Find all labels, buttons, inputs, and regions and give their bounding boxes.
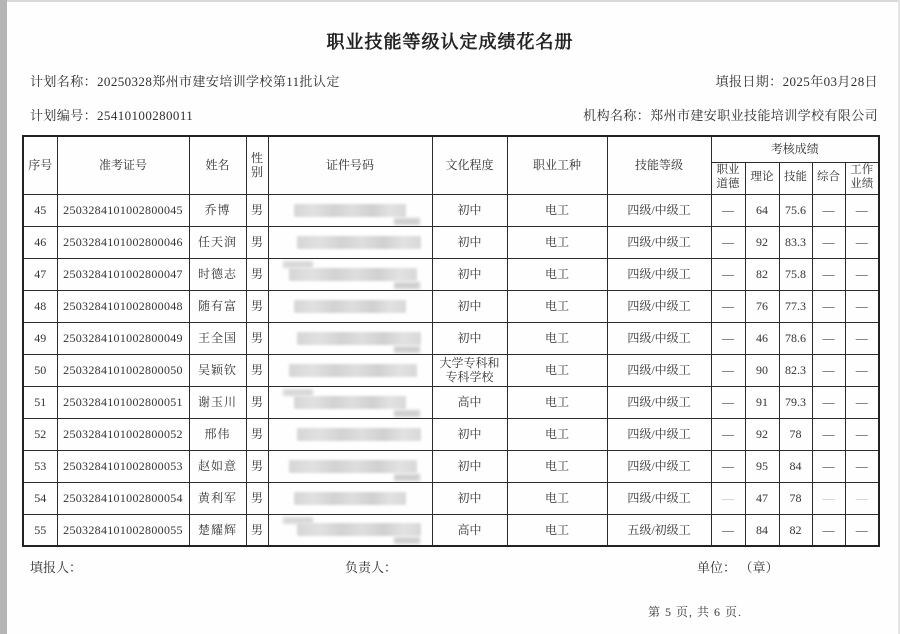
- score-cell: —: [711, 354, 745, 386]
- name-cell: 邢伟: [189, 418, 246, 450]
- score-cell: —: [812, 354, 845, 386]
- seq-cell: 50: [23, 354, 57, 386]
- education-cell: 初中: [432, 450, 507, 482]
- plan-name-label: 计划名称：: [30, 74, 98, 89]
- exam-no-cell: 2503284101002800047: [57, 258, 189, 290]
- id-cell: [268, 258, 432, 290]
- id-cell: [268, 194, 432, 226]
- seq-cell: 51: [23, 386, 57, 418]
- score-cell: —: [812, 450, 845, 482]
- score-cell: —: [845, 418, 879, 450]
- exam-no-cell: 2503284101002800055: [57, 514, 189, 546]
- name-cell: 王全国: [189, 322, 246, 354]
- redacted-id-number: [289, 460, 417, 473]
- col-subheader-3: 综合: [812, 162, 845, 194]
- id-cell: [268, 386, 432, 418]
- score-cell: 78: [779, 482, 812, 514]
- gender-cell: 男: [246, 258, 268, 290]
- org-name: [583, 105, 878, 124]
- col-header-seq: 序号: [23, 136, 57, 194]
- filler-label: 填报人：: [30, 560, 83, 575]
- name-cell: 谢玉川: [189, 386, 246, 418]
- gender-cell: 男: [246, 322, 268, 354]
- col-header-id-no: 证件号码: [268, 136, 432, 194]
- exam-no-cell: 2503284101002800051: [57, 386, 189, 418]
- seq-cell: 52: [23, 418, 57, 450]
- score-cell: 91: [745, 386, 779, 418]
- redacted-id-number: [294, 492, 406, 505]
- name-cell: 楚耀辉: [189, 514, 246, 546]
- level-cell: 四级/中级工: [607, 354, 711, 386]
- table-row: [23, 418, 879, 450]
- occupation-cell: 电工: [507, 354, 607, 386]
- score-cell: 90: [745, 354, 779, 386]
- gender-cell: 男: [246, 354, 268, 386]
- score-cell: 83.3: [779, 226, 812, 258]
- level-cell: 五级/初级工: [607, 514, 711, 546]
- level-cell: 四级/中级工: [607, 258, 711, 290]
- unit-label-text: 单位：: [697, 560, 737, 575]
- report-date: [716, 71, 878, 90]
- level-cell: 四级/中级工: [607, 418, 711, 450]
- seq-cell: 55: [23, 514, 57, 546]
- report-date-label: 填报日期：: [715, 74, 783, 89]
- redacted-id-number: [294, 204, 406, 217]
- id-cell: [268, 514, 432, 546]
- id-cell: [268, 450, 432, 482]
- name-cell: 吴颖钦: [189, 354, 246, 386]
- seq-cell: 49: [23, 322, 57, 354]
- plan-no: [30, 105, 193, 124]
- gender-cell: 男: [246, 450, 268, 482]
- redacted-id-number: [294, 396, 406, 409]
- col-header-assessment: 考核成绩: [711, 136, 879, 162]
- education-cell: 大学专科和专科学校: [432, 354, 507, 386]
- redacted-id-number: [297, 236, 421, 249]
- score-cell: —: [711, 418, 745, 450]
- exam-no-cell: 2503284101002800048: [57, 290, 189, 322]
- col-header-occupation: 职业工种: [507, 136, 607, 194]
- education-cell: 初中: [432, 226, 507, 258]
- name-cell: 黄利军: [189, 482, 246, 514]
- level-cell: 四级/中级工: [607, 226, 711, 258]
- exam-no-cell: 2503284101002800054: [57, 482, 189, 514]
- seal-placeholder: （章）: [746, 560, 779, 575]
- plan-name: [30, 71, 340, 90]
- gender-cell: 男: [246, 226, 268, 258]
- score-cell: —: [711, 226, 745, 258]
- occupation-cell: 电工: [507, 290, 607, 322]
- occupation-cell: 电工: [507, 386, 607, 418]
- table-header: [23, 136, 879, 194]
- occupation-cell: 电工: [507, 418, 607, 450]
- score-cell: —: [812, 386, 845, 418]
- score-cell: —: [812, 258, 845, 290]
- id-cell: [268, 354, 432, 386]
- col-subheader-2: 技能: [779, 162, 812, 194]
- exam-no-cell: 2503284101002800049: [57, 322, 189, 354]
- table-row: [23, 386, 879, 418]
- table-body: [23, 194, 879, 546]
- name-cell: 赵如意: [189, 450, 246, 482]
- level-cell: 四级/中级工: [607, 482, 711, 514]
- occupation-cell: 电工: [507, 194, 607, 226]
- gender-cell: 男: [246, 514, 268, 546]
- score-cell: 75.6: [779, 194, 812, 226]
- score-cell: —: [845, 258, 879, 290]
- score-cell: —: [812, 194, 845, 226]
- score-cell: 82: [779, 514, 812, 546]
- score-cell: —: [711, 194, 745, 226]
- unit-label: [697, 557, 779, 576]
- occupation-cell: 电工: [507, 450, 607, 482]
- exam-no-cell: 2503284101002800046: [57, 226, 189, 258]
- meta-line-1: [30, 71, 878, 90]
- col-subheader-1: 理论: [745, 162, 779, 194]
- report-date-value: 2025年03月28日: [782, 74, 878, 89]
- gender-cell: 男: [246, 418, 268, 450]
- score-cell: —: [845, 290, 879, 322]
- page-indicator: 第 5 页, 共 6 页.: [648, 605, 743, 619]
- score-cell: —: [845, 354, 879, 386]
- redacted-id-number: [297, 332, 421, 345]
- score-cell: —: [812, 322, 845, 354]
- score-cell: —: [812, 290, 845, 322]
- plan-name-value: 20250328郑州市建安培训学校第11批认定: [97, 74, 340, 89]
- score-cell: 79.3: [779, 386, 812, 418]
- occupation-cell: 电工: [507, 258, 607, 290]
- score-cell: 78: [779, 418, 812, 450]
- score-cell: —: [711, 386, 745, 418]
- col-header-name: 姓名: [189, 136, 246, 194]
- score-cell: 46: [745, 322, 779, 354]
- plan-no-label: 计划编号：: [30, 108, 98, 123]
- table-row: [23, 258, 879, 290]
- score-cell: —: [845, 386, 879, 418]
- score-cell: —: [711, 450, 745, 482]
- score-cell: 92: [745, 226, 779, 258]
- score-cell: —: [812, 514, 845, 546]
- table-row: [23, 290, 879, 322]
- score-cell: —: [845, 194, 879, 226]
- score-cell: 84: [745, 514, 779, 546]
- redacted-id-number: [289, 364, 417, 377]
- score-cell: 78.6: [779, 322, 812, 354]
- id-cell: [268, 226, 432, 258]
- education-cell: 初中: [432, 290, 507, 322]
- education-cell: 高中: [432, 514, 507, 546]
- level-cell: 四级/中级工: [607, 194, 711, 226]
- score-cell: 47: [745, 482, 779, 514]
- exam-no-cell: 2503284101002800053: [57, 450, 189, 482]
- score-cell: 82.3: [779, 354, 812, 386]
- score-cell: 75.8: [779, 258, 812, 290]
- table-row: [23, 322, 879, 354]
- id-cell: [268, 482, 432, 514]
- id-cell: [268, 418, 432, 450]
- signature-row: [0, 557, 900, 577]
- level-cell: 四级/中级工: [607, 322, 711, 354]
- roster-table: [22, 135, 880, 547]
- redacted-id-number: [297, 428, 421, 441]
- score-cell: 77.3: [779, 290, 812, 322]
- id-cell: [268, 322, 432, 354]
- redacted-id-number: [297, 523, 421, 536]
- level-cell: 四级/中级工: [607, 450, 711, 482]
- score-cell: —: [845, 226, 879, 258]
- name-cell: 任天润: [189, 226, 246, 258]
- col-header-education: 文化程度: [432, 136, 507, 194]
- gender-cell: 男: [246, 194, 268, 226]
- score-cell: —: [845, 482, 879, 514]
- id-cell: [268, 290, 432, 322]
- name-cell: 乔博: [189, 194, 246, 226]
- seq-cell: 45: [23, 194, 57, 226]
- score-cell: —: [812, 418, 845, 450]
- occupation-cell: 电工: [507, 322, 607, 354]
- seq-cell: 54: [23, 482, 57, 514]
- table-row: [23, 194, 879, 226]
- scan-edge-top: [7, 0, 900, 2]
- seq-cell: 47: [23, 258, 57, 290]
- manager-label: 负责人：: [345, 560, 398, 575]
- col-subheader-4: 工作业绩: [845, 162, 879, 194]
- plan-no-value: 25410100280011: [97, 108, 194, 123]
- education-cell: 初中: [432, 482, 507, 514]
- table-row: [23, 450, 879, 482]
- education-cell: 高中: [432, 386, 507, 418]
- occupation-cell: 电工: [507, 514, 607, 546]
- exam-no-cell: 2503284101002800050: [57, 354, 189, 386]
- seq-cell: 48: [23, 290, 57, 322]
- name-cell: 随有富: [189, 290, 246, 322]
- score-cell: 84: [779, 450, 812, 482]
- gender-cell: 男: [246, 482, 268, 514]
- scan-edge-left: [0, 0, 7, 634]
- score-cell: —: [845, 322, 879, 354]
- seq-cell: 46: [23, 226, 57, 258]
- education-cell: 初中: [432, 194, 507, 226]
- table-row: [23, 354, 879, 386]
- table-row: [23, 226, 879, 258]
- education-cell: 初中: [432, 322, 507, 354]
- score-cell: —: [812, 482, 845, 514]
- score-cell: —: [845, 514, 879, 546]
- score-cell: —: [711, 514, 745, 546]
- score-cell: —: [812, 226, 845, 258]
- redacted-id-number: [289, 268, 417, 281]
- org-name-label: 机构名称：: [583, 108, 651, 123]
- name-cell: 时德志: [189, 258, 246, 290]
- occupation-cell: 电工: [507, 226, 607, 258]
- redacted-id-number: [294, 300, 406, 313]
- education-cell: 初中: [432, 258, 507, 290]
- gender-cell: 男: [246, 290, 268, 322]
- level-cell: 四级/中级工: [607, 386, 711, 418]
- page-title: 职业技能等级认定成绩花名册: [326, 32, 574, 52]
- seq-cell: 53: [23, 450, 57, 482]
- col-header-exam-no: 准考证号: [57, 136, 189, 194]
- education-cell: 初中: [432, 418, 507, 450]
- score-cell: —: [711, 290, 745, 322]
- score-cell: 64: [745, 194, 779, 226]
- col-header-gender: 性别: [246, 136, 268, 194]
- score-cell: 95: [745, 450, 779, 482]
- score-cell: —: [711, 258, 745, 290]
- col-subheader-0: 职业道德: [711, 162, 745, 194]
- table-row: [23, 514, 879, 546]
- score-cell: 82: [745, 258, 779, 290]
- org-name-value: 郑州市建安职业技能培训学校有限公司: [650, 108, 878, 123]
- score-cell: —: [711, 322, 745, 354]
- score-cell: 92: [745, 418, 779, 450]
- col-header-level: 技能等级: [607, 136, 711, 194]
- gender-cell: 男: [246, 386, 268, 418]
- meta-line-2: [30, 105, 878, 124]
- exam-no-cell: 2503284101002800045: [57, 194, 189, 226]
- score-cell: —: [711, 482, 745, 514]
- score-cell: 76: [745, 290, 779, 322]
- level-cell: 四级/中级工: [607, 290, 711, 322]
- exam-no-cell: 2503284101002800052: [57, 418, 189, 450]
- table-row: [23, 482, 879, 514]
- occupation-cell: 电工: [507, 482, 607, 514]
- score-cell: —: [845, 450, 879, 482]
